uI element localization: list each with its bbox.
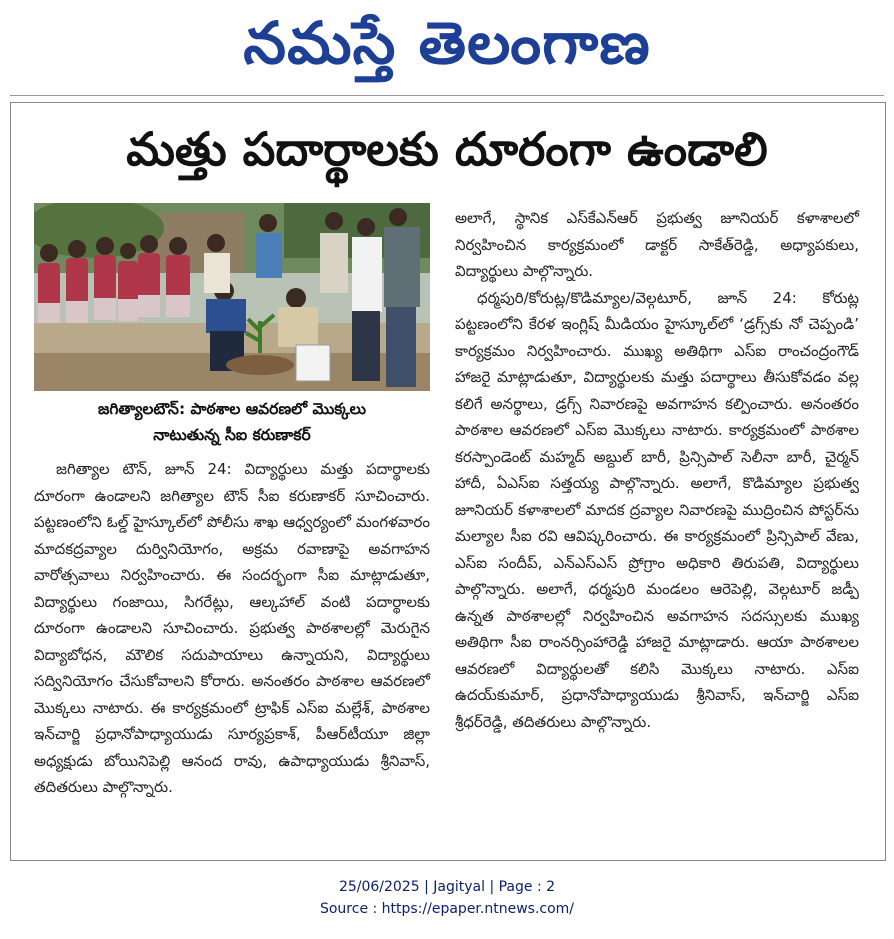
right-column-paragraph-2: ధర్మపురి/కోరుట్ల/కొడిమ్యాల/వెల్గటూర్, జూన్ 24: కోరుట్ల పట్టణంలోని కేరళ ఇంగ్లిష్ మీడియం హైస్కూల్‌లో ‘డ్రగ్స్‌కు నో చెప్పండి’ కార్యక్రమం నిర్వహించారు. ముఖ్య అతిథిగా ఎస్ఐ రాంచంద్రంగౌడ్ హాజరై మాట్లాడుతూ, విద్యార్థులకు మత్తు పదార్థాలు తీసుకోవడం వల్ల కలిగే అనర్థాలు, డ్రగ్స్ నివారణపై అవగాహన కల్పించారు. అనంతరం పాఠశాల ఆవరణలో ఎస్ఐ మొక్కలు నాటారు. కార్యక్రమంలో పాఠశాల కరస్పాండెంట్ మహ్మద్ అబ్దుల్ బారీ, ప్రిన్సిపాల్ సెలీనా బారీ, చైర్మన్ హాదీ, ఏఎస్ఐ సత్తయ్య పాల్గొన్నారు. అలాగే, కొడిమ్యాల ప్రభుత్వ జూనియర్ కళాశాలలో మాదక ద్రవ్యాల నివారణపై ముద్రించిన పోస్టర్‌ను మల్యాల సీఐ రవి ఆవిష్కరించారు. ఈ కార్యక్రమంలో ప్రిన్సిపాల్ వేణు, ఎస్ఐ సందీప్, ఎన్ఎస్ఎస్ ప్రోగ్రాం అధికారి తిరుపతి, విద్యార్థులు పాల్గొన్నారు. అలాగే, ధర్మపురి మండలం ఆరెపెల్లి, వెల్గటూర్ జడ్పీ ఉన్నత పాఠశాలల్లో నిర్వహించిన అవగాహన సదస్సులకు ముఖ్య అతిథిగా సీఐ రాంనర్సింహారెడ్డి హాజరై మాట్లాడారు. ఆయా పాఠశాలల ఆవరణలో విద్యార్థులతో కలిసి మొక్కలు నాటారు. ఎస్ఐ ఉదయ్‌కుమార్, ప్రధానోపాధ్యాయుడు శ్రీనివాస్, ఇన్‌చార్జి ఎస్ఐ శ్రీధర్‌రెడ్డి, తదితరులు పాల్గొన్నారు. <box>455 288 859 731</box>
photo-caption-line-1: జగిత్యాలటౌన్: పాఠశాల ఆవరణలో మొక్కలు <box>98 400 366 418</box>
article-headline: మత్తు పదార్థాలకు దూరంగా ఉండాలి <box>126 122 768 176</box>
article-right-column <box>455 205 859 735</box>
masthead-divider <box>10 95 884 96</box>
masthead <box>0 0 894 92</box>
footer-date-edition: 25/06/2025 | Jagityal | Page : 2 <box>338 879 556 895</box>
article-left-column <box>34 456 430 801</box>
left-column-paragraph: జగిత్యాల టౌన్, జూన్ 24: విద్యార్థులు మత్తు పదార్థాలకు దూరంగా ఉండాలని జగిత్యాల టౌన్ సీఐ కరుణాకర్ సూచించారు. పట్టణంలోని ఓల్డ్ హైస్కూల్‌లో పోలీసు శాఖ ఆధ్వర్యంలో మంగళవారం మాదకద్రవ్యాల దుర్వినియోగం, అక్రమ రవాణాపై అవగాహన వారోత్సవాలు నిర్వహించారు. ఈ సందర్భంగా సీఐ మాట్లాడుతూ, విద్యార్థులు గంజాయి, సిగరేట్లు, ఆల్కహాల్ వంటి పదార్థాలకు దూరంగా ఉండాలని సూచించారు. ప్రభుత్వ పాఠశాలల్లో మెరుగైన విద్యాబోధన, మౌలిక సదుపాయాలు ఉన్నాయని, విద్యార్థులు సద్వినియోగం చేసుకోవాలని కోరారు. అనంతరం పాఠశాల ఆవరణలో మొక్కలు నాటారు. ఈ కార్యక్రమంలో ట్రాఫిక్ ఎస్ఐ మల్లేశ్, పాఠశాల ఇన్‌చార్జి ప్రధానోపాధ్యాయుడు సూర్యప్రకాశ్, పీఆర్‌టీయూ జిల్లా అధ్యక్షుడు బోయినిపెల్లి ఆనంద రావు, ఉపాధ్యాయుడు శ్రీనివాస్, తదితరులు పాల్గొన్నారు. <box>34 460 430 796</box>
photo-caption <box>34 396 430 448</box>
footer-source: Source : https://epaper.ntnews.com/ <box>319 901 575 917</box>
planting-photo-image <box>34 203 430 391</box>
article-photo <box>34 203 430 391</box>
right-column-paragraph-1: అలాగే, స్థానిక ఎస్‌కేఎన్‌ఆర్ ప్రభుత్వ జూనియర్ కళాశాలలో నిర్వహించిన కార్యక్రమంలో డాక్టర్ సాకేత్‌రెడ్డి, అధ్యాపకులు, విద్యార్థులు పాల్గొన్నారు. <box>455 209 859 280</box>
photo-caption-line-2: నాటుతున్న సీఐ కరుణాకర్ <box>153 426 311 444</box>
newspaper-title: నమస్తే తెలంగాణ <box>243 9 651 77</box>
